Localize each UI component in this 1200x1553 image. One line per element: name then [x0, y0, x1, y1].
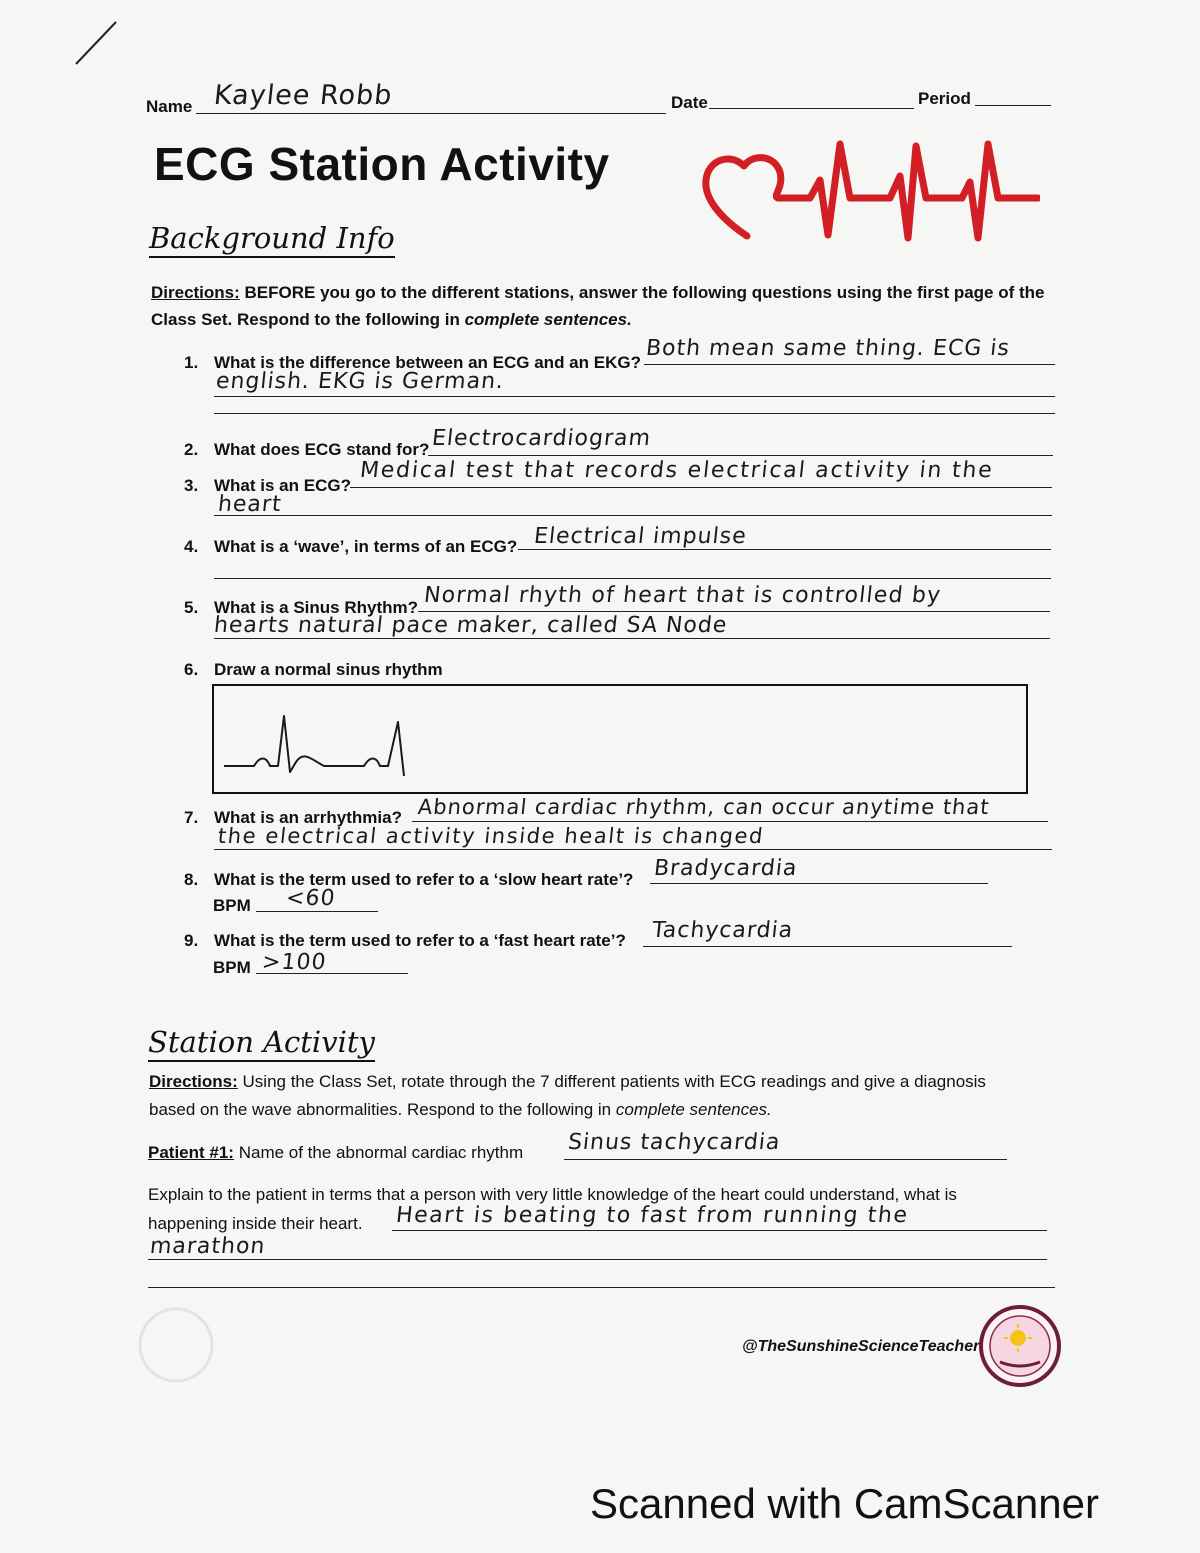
- question-text: What does ECG stand for?: [214, 440, 430, 459]
- answer-text: Electrocardiogram: [430, 426, 653, 451]
- patient-label: Patient #1:: [148, 1143, 234, 1162]
- question-number: 3.: [184, 476, 199, 495]
- patient-1-prompt: [148, 1143, 523, 1163]
- question-number: 1.: [184, 353, 199, 372]
- page-title: ECG Station Activity: [154, 138, 610, 190]
- question-number: 7.: [184, 808, 199, 827]
- station-directions-line-2: [149, 1100, 772, 1120]
- explain-answer-text: marathon: [148, 1234, 267, 1259]
- period-line: [975, 105, 1051, 106]
- answer-text: english. EKG is German.: [214, 369, 506, 394]
- bpm-label: BPM: [213, 958, 251, 977]
- directions-text: BEFORE you go to the different stations, answer the following questions using the first page of the: [239, 283, 1045, 302]
- sunshine-logo-icon: [978, 1304, 1062, 1388]
- station-directions-line-1: [149, 1072, 986, 1092]
- question-text: What is the term used to refer to a ‘fast heart rate’?: [214, 931, 626, 950]
- name-label: Name: [146, 97, 193, 116]
- question-text: What is an ECG?: [214, 476, 351, 495]
- answer-line: [643, 946, 1012, 947]
- period-label: Period: [918, 89, 971, 108]
- answer-text: Both mean same thing. ECG is: [644, 336, 1012, 361]
- bleed-through-seal: [136, 1305, 216, 1385]
- answer-line: [392, 1230, 1047, 1231]
- question-text: What is the difference between an ECG and an EKG?: [214, 353, 641, 372]
- question-number: 8.: [184, 870, 199, 889]
- answer-text: Abnormal cardiac rhythm, can occur anytime that: [416, 795, 991, 819]
- answer-line: [564, 1159, 1007, 1160]
- patient-prompt-text: Name of the abnormal cardiac rhythm: [233, 1143, 524, 1162]
- explain-answer-text: Heart is beating to fast from running the: [394, 1203, 910, 1228]
- explain-prompt-line-2: happening inside their heart.: [148, 1214, 363, 1233]
- sinus-rhythm-drawing-box: [212, 684, 1028, 794]
- answer-line: [214, 515, 1052, 516]
- bpm-value: <60: [284, 886, 337, 911]
- background-heading: Background Info: [149, 221, 395, 258]
- directions-emphasis: complete sentences.: [464, 310, 632, 329]
- name-line: [196, 113, 666, 114]
- answer-line: [428, 455, 1053, 456]
- answer-line: [412, 821, 1048, 822]
- answer-line: [148, 1287, 1055, 1288]
- answer-text: Tachycardia: [650, 918, 795, 943]
- directions-text: based on the wave abnormalities. Respond to the following in: [149, 1100, 616, 1119]
- date-label: Date: [671, 93, 708, 112]
- answer-line: [650, 883, 988, 884]
- patient-answer: Sinus tachycardia: [566, 1130, 782, 1155]
- name-value: Kaylee Robb: [212, 80, 395, 111]
- pen-mark: [72, 18, 122, 68]
- question-number: 5.: [184, 598, 199, 617]
- answer-line: [418, 611, 1050, 612]
- directions-label: Directions:: [149, 1072, 238, 1091]
- question-text: What is a ‘wave’, in terms of an ECG?: [214, 537, 518, 556]
- answer-line: [350, 487, 1052, 488]
- camscanner-watermark: Scanned with CamScanner: [590, 1480, 1099, 1527]
- directions-text: Using the Class Set, rotate through the 7 different patients with ECG readings and give a diagnosis: [237, 1072, 986, 1091]
- question-number: 4.: [184, 537, 199, 556]
- bpm-label: BPM: [213, 896, 251, 915]
- answer-text: Electrical impulse: [532, 524, 748, 549]
- answer-text: the electrical activity inside healt is changed: [216, 824, 766, 848]
- answer-line: [214, 413, 1055, 414]
- heart-ecg-icon: [700, 140, 1040, 245]
- explain-prompt-line-1: Explain to the patient in terms that a person with very little knowledge of the heart could understand, what is: [148, 1185, 957, 1204]
- answer-line: [148, 1259, 1047, 1260]
- directions-emphasis: complete sentences.: [615, 1100, 772, 1119]
- directions-label: Directions:: [151, 283, 240, 302]
- question-text: What is a Sinus Rhythm?: [214, 598, 419, 617]
- background-directions-line-2: [151, 310, 632, 330]
- date-line: [709, 108, 914, 109]
- answer-text: heart: [216, 492, 283, 517]
- answer-text: Normal rhyth of heart that is controlled by: [422, 583, 943, 608]
- answer-line: [214, 849, 1052, 850]
- answer-line: [214, 638, 1050, 639]
- sinus-rhythm-sketch: [214, 686, 1026, 792]
- question-number: 9.: [184, 931, 199, 950]
- bpm-line: [256, 911, 378, 912]
- answer-line: [518, 549, 1051, 550]
- question-number: 2.: [184, 440, 199, 459]
- station-heading: Station Activity: [148, 1025, 375, 1062]
- heart-ecg-stroke: [706, 144, 1038, 238]
- question-text: What is the term used to refer to a ‘slow heart rate’?: [214, 870, 634, 889]
- answer-text: Medical test that records electrical activity in the: [358, 458, 995, 483]
- question-text: Draw a normal sinus rhythm: [214, 660, 443, 679]
- answer-text: hearts natural pace maker, called SA Node: [212, 613, 729, 638]
- answer-line: [214, 396, 1055, 397]
- bpm-value: >100: [260, 950, 328, 975]
- background-directions-line-1: [151, 283, 1045, 303]
- answer-line: [214, 578, 1051, 579]
- footer-credit: @TheSunshineScienceTeacher: [742, 1338, 980, 1355]
- answer-text: Bradycardia: [652, 856, 799, 881]
- directions-text: Class Set. Respond to the following in: [151, 310, 465, 329]
- question-number: 6.: [184, 660, 199, 679]
- question-text: What is an arrhythmia?: [214, 808, 402, 827]
- answer-line: [644, 364, 1055, 365]
